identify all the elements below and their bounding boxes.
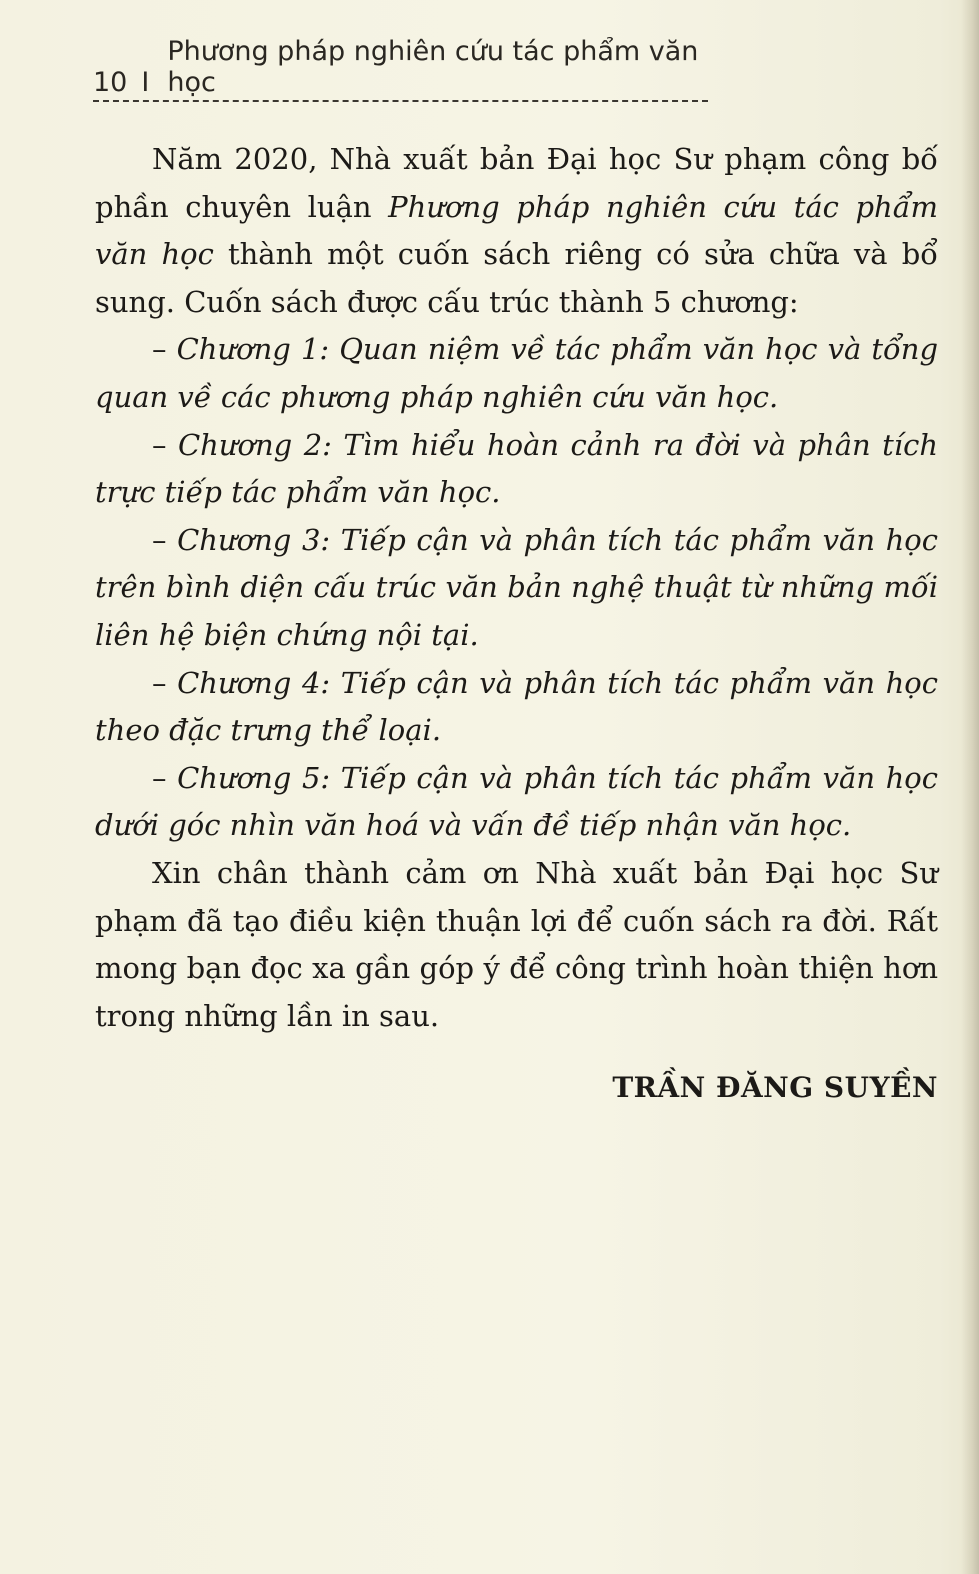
- chapter-dash: –: [152, 427, 178, 462]
- chapter-text: Chương 2: Tìm hiểu hoàn cảnh ra đời và phân tích trực tiếp tác phẩm văn học.: [95, 427, 939, 510]
- book-title-italic: Phương pháp nghiên cứu tác phẩm văn học: [95, 189, 938, 272]
- chapter-item-1: [95, 326, 938, 421]
- chapter-dash: –: [152, 522, 178, 557]
- author-signature: TRẦN ĐĂNG SUYỀN: [612, 1071, 938, 1105]
- chapter-item-3: [95, 517, 938, 660]
- chapter-dash: –: [152, 760, 178, 795]
- closing-paragraph: Xin chân thành cảm ơn Nhà xuất bản Đại học Sư phạm đã tạo điều kiện thuận lợi để cuốn sách ra đời. Rất mong bạn đọc xa gần góp ý để công trình hoàn thiện hơn trong những lần in sau.: [95, 855, 938, 1033]
- intro-text-before: Năm 2020, Nhà xuất bản Đại học Sư phạm công bố phần chuyên luận: [95, 142, 938, 224]
- intro-text-after: thành một cuốn sách riêng có sửa chữa và bổ sung. Cuốn sách được cấu trúc thành 5 chương:: [95, 237, 939, 319]
- intro-paragraph: [95, 136, 938, 326]
- body-text: [95, 136, 938, 1112]
- chapter-text: Chương 5: Tiếp cận và phân tích tác phẩm văn học dưới góc nhìn văn hoá và vấn đề tiếp nhận văn học.: [95, 760, 938, 843]
- chapter-dash: –: [152, 665, 178, 700]
- chapter-item-2: [95, 422, 938, 517]
- page-edge-shadow: [961, 0, 979, 1574]
- chapter-text: Chương 3: Tiếp cận và phân tích tác phẩm văn học trên bình diện cấu trúc văn bản nghệ thuật từ những mối liên hệ biện chứng nội tại.: [95, 522, 938, 652]
- chapter-text: Chương 1: Quan niệm về tác phẩm văn học và tổng quan về các phương pháp nghiên cứu văn học.: [95, 332, 939, 414]
- chapter-dash: –: [152, 332, 177, 367]
- header-separator: I: [141, 67, 150, 98]
- chapter-item-4: [95, 660, 938, 755]
- chapter-item-5: [95, 755, 938, 850]
- page-number: 10: [93, 67, 128, 98]
- running-title: Phương pháp nghiên cứu tác phẩm văn học: [167, 36, 699, 98]
- running-header: [93, 36, 708, 102]
- chapter-text: Chương 4: Tiếp cận và phân tích tác phẩm văn học theo đặc trưng thể loại.: [95, 665, 938, 748]
